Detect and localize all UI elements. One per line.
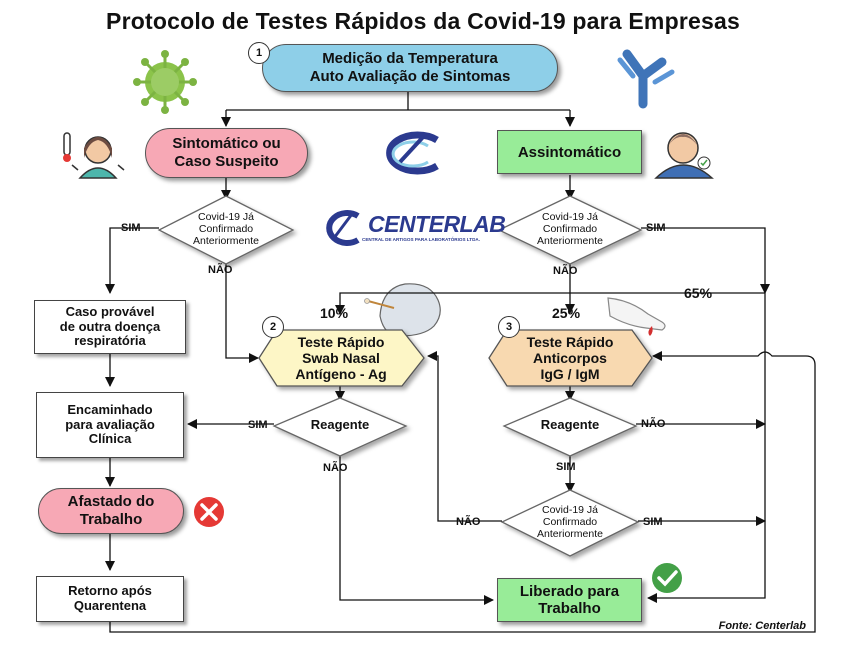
percent-10: 10% <box>320 305 349 321</box>
decision-right-line2: Confirmado <box>542 222 598 235</box>
reagent-right-text: Reagente <box>540 416 600 432</box>
referred-line3: Clínica <box>88 431 132 447</box>
percent-25: 25% <box>552 305 581 321</box>
label-sim-reagent-left: SIM <box>248 419 268 431</box>
label-sim-left: SIM <box>121 222 141 234</box>
return-node <box>36 576 184 622</box>
decision-right-line3: Anteriormente <box>537 235 603 248</box>
green-check-icon <box>652 563 682 593</box>
decision-left-line1: Covid-19 Já <box>197 210 255 223</box>
percent-65: 65% <box>684 285 713 301</box>
label-nao-reagent-left: NÃO <box>323 462 348 474</box>
released-node <box>497 578 642 622</box>
label-nao-bottom: NÃO <box>456 516 481 528</box>
label-nao-left: NÃO <box>208 264 233 276</box>
referred-line2: para avaliação <box>65 416 155 432</box>
antibody-line1: Teste Rápido <box>526 333 614 350</box>
probable-line1: Caso provável <box>65 303 155 319</box>
decision-right-text <box>506 206 634 252</box>
reagent-left-text: Reagente <box>310 416 370 432</box>
referred-line1: Encaminhado <box>67 401 153 417</box>
step-number-3: 3 <box>498 316 520 338</box>
probable-line2: de outra doença <box>59 318 161 334</box>
label-nao-right: NÃO <box>553 265 578 277</box>
symptomatic-line2: Caso Suspeito <box>174 153 279 170</box>
decision-left-line2: Confirmado <box>198 222 254 235</box>
antibody-line2: Anticorpos <box>533 349 607 366</box>
removed-node <box>38 488 184 534</box>
probable-line3: respiratória <box>74 333 146 349</box>
start-line2: Auto Avaliação de Sintomas <box>309 68 511 85</box>
decision-bottom-line2: Confirmado <box>542 515 598 528</box>
return-line1: Retorno após <box>68 583 152 599</box>
start-line1: Medição da Temperatura <box>322 50 498 67</box>
centerlab-logo-tagline: CENTRAL DE ARTIGOS PARA LABORATÓRIOS LTDA. <box>362 237 480 242</box>
symptomatic-node <box>145 128 308 178</box>
virus-icon <box>133 50 197 114</box>
removed-line2: Trabalho <box>79 511 143 528</box>
page-title: Protocolo de Testes Rápidos da Covid-19 para Empresas <box>106 8 740 34</box>
red-x-icon <box>194 497 224 527</box>
asymptomatic-node <box>497 130 642 174</box>
label-nao-reagent-right: NÃO <box>641 418 666 430</box>
label-sim-reagent-right: SIM <box>556 461 576 473</box>
step-number-2: 2 <box>262 316 284 338</box>
symptomatic-line1: Sintomático ou <box>172 135 281 152</box>
decision-bottom-line1: Covid-19 Já <box>541 503 599 516</box>
asymptomatic-label: Assintomático <box>517 143 622 161</box>
healthy-person-icon <box>656 133 712 178</box>
released-line1: Liberado para <box>519 582 620 600</box>
antibody-line3: IgG / IgM <box>540 366 600 383</box>
antigen-line1: Teste Rápido <box>297 333 385 350</box>
return-line2: Quarentena <box>73 598 147 613</box>
decision-right-line1: Covid-19 Já <box>541 210 599 223</box>
decision-bottom-text <box>508 499 632 545</box>
label-sim-bottom: SIM <box>643 516 663 528</box>
antigen-test-text <box>262 332 420 384</box>
released-line2: Trabalho <box>538 600 601 617</box>
referred-node <box>36 392 184 458</box>
start-node <box>262 44 558 92</box>
antibody-test-text <box>492 332 648 384</box>
fever-person-icon <box>63 133 124 178</box>
antigen-line2: Swab Nasal <box>302 349 380 366</box>
centerlab-logo-name: CENTERLAB <box>368 211 506 237</box>
label-sim-right: SIM <box>646 222 666 234</box>
antigen-line3: Antígeno - Ag <box>295 366 387 383</box>
removed-line1: Afastado do <box>67 493 155 510</box>
antibody-icon <box>620 54 672 104</box>
probable-case-node <box>34 300 186 354</box>
decision-left-line3: Anteriormente <box>193 235 259 248</box>
step-number-1: 1 <box>248 42 270 64</box>
decision-bottom-line3: Anteriormente <box>537 528 603 541</box>
nasal-swab-icon <box>365 284 441 336</box>
source-credit: Fonte: Centerlab <box>718 620 806 632</box>
decision-left-text <box>165 206 287 252</box>
